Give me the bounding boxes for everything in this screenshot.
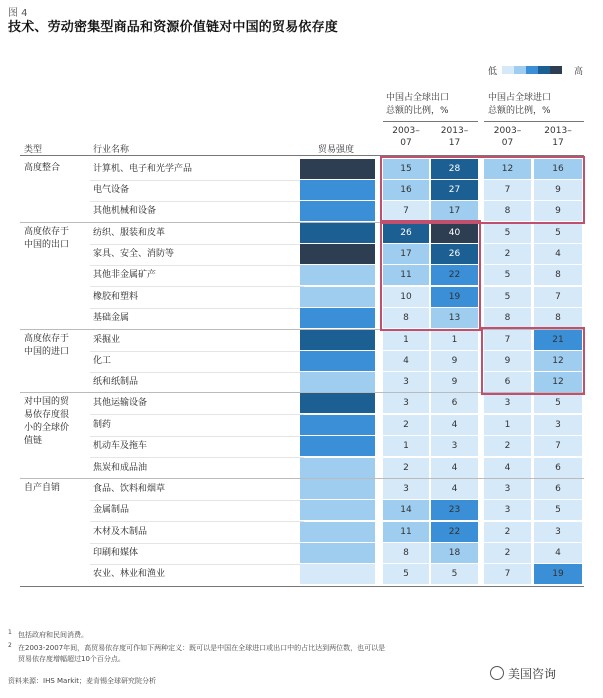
- period-header-line: 2003–: [493, 126, 522, 136]
- heatmap-cell: 23: [431, 500, 478, 520]
- heatmap-cell: 1: [383, 436, 429, 456]
- heatmap-cell: 16: [383, 180, 429, 200]
- heatmap-cell: 22: [431, 265, 478, 285]
- category-label: [24, 482, 90, 495]
- trade-strength-bar: [300, 500, 375, 520]
- legend-swatch: [550, 66, 562, 74]
- industry-column-header: 行业名称: [93, 145, 130, 155]
- trade-strength-bar: [300, 458, 375, 478]
- heatmap-cell: 12: [484, 159, 531, 179]
- highlight-box: [481, 327, 585, 395]
- trade-strength-bar: [300, 372, 375, 392]
- heatmap-cell: 4: [431, 479, 478, 499]
- trade-strength-bar: [300, 265, 375, 285]
- category-label-line: 自产自销: [24, 483, 61, 493]
- heatmap-cell: 6: [534, 479, 582, 499]
- period-header-line: 17: [552, 138, 564, 148]
- category-label-line: 中国的进口: [24, 347, 70, 357]
- heatmap-cell: 1: [383, 330, 429, 350]
- heatmap-cell: 5: [431, 564, 478, 584]
- heatmap-cell: 9: [431, 372, 478, 392]
- highlight-box: [380, 220, 481, 331]
- heatmap-cell: 17: [383, 244, 429, 264]
- period-header: [383, 125, 429, 149]
- industry-label: 金属制品: [93, 505, 130, 515]
- heatmap-cell: 8: [484, 201, 531, 221]
- heatmap-cell: 17: [431, 201, 478, 221]
- heatmap-cell: 2: [383, 458, 429, 478]
- heatmap-cell: 3: [484, 393, 531, 413]
- heatmap-cell: 13: [431, 308, 478, 328]
- trade-strength-bar: [300, 436, 375, 456]
- import-header-rule: [484, 121, 584, 122]
- chat-bubble-icon: [490, 666, 504, 680]
- trade-strength-bar: [300, 201, 375, 221]
- footnote-marker: 2: [8, 642, 12, 649]
- heatmap-cell: 3: [383, 372, 429, 392]
- trade-strength-bar: [300, 415, 375, 435]
- heatmap-cell: 26: [431, 244, 478, 264]
- heatmap-cell: 19: [534, 564, 582, 584]
- heatmap-cell: 5: [534, 500, 582, 520]
- heatmap-cell: 7: [484, 330, 531, 350]
- industry-label: 纸和纸制品: [93, 377, 139, 387]
- watermark: 美国咨询: [508, 667, 557, 681]
- heatmap-cell: 8: [383, 308, 429, 328]
- heatmap-cell: 3: [431, 436, 478, 456]
- trade-strength-bar: [300, 159, 375, 179]
- heatmap-cell: 3: [534, 522, 582, 542]
- row-divider: [90, 351, 304, 352]
- footnote-2-line: 在2003-2007年间，高贸易依存度可作如下两种定义：既可以是中国在全球进口或出口中的占比达到两位数，也可以是: [18, 644, 386, 652]
- legend-swatch: [502, 66, 514, 74]
- heatmap-cell: 21: [534, 330, 582, 350]
- footnote-1: 包括政府和民间消费。: [18, 631, 88, 639]
- industry-label: 其他运输设备: [93, 398, 148, 408]
- trade-strength-bar: [300, 308, 375, 328]
- export-share-header: [386, 92, 449, 118]
- heatmap-cell: 28: [431, 159, 478, 179]
- table-bottom-rule: [20, 586, 584, 587]
- heatmap-cell: 6: [484, 372, 531, 392]
- industry-label: 化工: [93, 356, 112, 366]
- row-divider: [90, 414, 304, 415]
- legend-swatch: [514, 66, 526, 74]
- heatmap-cell: 5: [534, 393, 582, 413]
- heatmap-cell: 3: [534, 415, 582, 435]
- trade-strength-bar: [300, 393, 375, 413]
- legend-high-label: 高: [574, 67, 584, 77]
- heatmap-cell: 18: [431, 543, 478, 563]
- footnote-2-line: 贸易依存度增幅超过10个百分点。: [18, 655, 125, 663]
- trade-strength-bar: [300, 287, 375, 307]
- heatmap-cell: 2: [484, 436, 531, 456]
- trade-strength-bar: [300, 244, 375, 264]
- heatmap-cell: 27: [431, 180, 478, 200]
- export-share-header-line: 中国占全球出口: [386, 93, 450, 103]
- heatmap-cell: 8: [534, 265, 582, 285]
- heatmap-cell: 5: [484, 265, 531, 285]
- industry-label: 橡胶和塑料: [93, 292, 139, 302]
- heatmap-cell: 5: [534, 223, 582, 243]
- export-header-rule: [383, 121, 478, 122]
- heatmap-cell: 1: [431, 330, 478, 350]
- heatmap-cell: 7: [534, 287, 582, 307]
- trade-strength-bar: [300, 351, 375, 371]
- highlight-box: [380, 156, 585, 224]
- category-label-line: 高度依存于: [24, 227, 70, 237]
- heatmap-cell: 10: [383, 287, 429, 307]
- industry-label: 食品、饮料和烟草: [93, 484, 166, 494]
- industry-label: 电气设备: [93, 185, 130, 195]
- import-share-header-line: 中国占全球进口: [488, 93, 552, 103]
- legend-swatch: [526, 66, 538, 74]
- category-label-line: 中国的出口: [24, 240, 70, 250]
- import-share-header: [488, 92, 551, 118]
- trade-strength-bar: [300, 543, 375, 563]
- strength-column-header: 贸易强度: [318, 145, 355, 155]
- heatmap-cell: 6: [534, 458, 582, 478]
- heatmap-cell: 12: [534, 351, 582, 371]
- heatmap-cell: 8: [383, 543, 429, 563]
- industry-label: 基础金属: [93, 313, 130, 323]
- heatmap-cell: 4: [431, 415, 478, 435]
- period-header-line: 2013–: [440, 126, 469, 136]
- trade-strength-bar: [300, 522, 375, 542]
- heatmap-cell: 19: [431, 287, 478, 307]
- figure-label: 图 4: [8, 8, 28, 19]
- heatmap-cell: 6: [431, 393, 478, 413]
- heatmap-cell: 9: [534, 201, 582, 221]
- heatmap-cell: 4: [383, 351, 429, 371]
- period-header-line: 2013–: [544, 126, 572, 136]
- group-divider: [20, 478, 584, 479]
- trade-strength-bar: [300, 180, 375, 200]
- footnote-marker: 1: [8, 629, 12, 636]
- industry-label: 农业、林业和渔业: [93, 569, 166, 579]
- industry-label: 家具、安全、消防等: [93, 249, 175, 259]
- import-share-header-line: 总额的比例，%: [488, 106, 551, 116]
- period-header-line: 07: [501, 138, 514, 148]
- heatmap-cell: 3: [383, 479, 429, 499]
- category-label-line: 对中国的贸: [24, 397, 70, 407]
- industry-label: 木材及木制品: [93, 527, 148, 537]
- export-share-header-line: 总额的比例，%: [386, 106, 449, 116]
- trade-strength-bar: [300, 223, 375, 243]
- heatmap-cell: 3: [484, 479, 531, 499]
- heatmap-cell: 11: [383, 522, 429, 542]
- heatmap-cell: 5: [484, 223, 531, 243]
- heatmap-cell: 2: [383, 415, 429, 435]
- heatmap-cell: 1: [484, 415, 531, 435]
- heatmap-cell: 9: [534, 180, 582, 200]
- heatmap-cell: 4: [534, 244, 582, 264]
- heatmap-cell: 11: [383, 265, 429, 285]
- industry-label: 其他机械和设备: [93, 206, 157, 216]
- heatmap-cell: 16: [534, 159, 582, 179]
- heatmap-cell: 4: [431, 458, 478, 478]
- heatmap-cell: 9: [484, 351, 531, 371]
- legend-low-label: 低: [488, 67, 498, 77]
- chart-title: 技术、劳动密集型商品和资源价值链对中国的贸易依存度: [8, 20, 339, 35]
- category-label: [24, 396, 90, 448]
- industry-label: 印刷和媒体: [93, 548, 139, 558]
- heatmap-cell: 5: [383, 564, 429, 584]
- category-label: [24, 162, 90, 175]
- industry-label: 机动车及拖车: [93, 441, 148, 451]
- category-label: [24, 333, 90, 359]
- heatmap-cell: 8: [484, 308, 531, 328]
- heatmap-cell: 40: [431, 223, 478, 243]
- heatmap-cell: 12: [534, 372, 582, 392]
- industry-label: 其他非金属矿产: [93, 270, 157, 280]
- heatmap-cell: 22: [431, 522, 478, 542]
- heatmap-cell: 5: [484, 287, 531, 307]
- footnote-2: [18, 643, 385, 665]
- heatmap-cell: 7: [534, 436, 582, 456]
- heatmap-cell: 4: [484, 458, 531, 478]
- trade-strength-bar: [300, 564, 375, 584]
- period-header: [534, 125, 582, 149]
- source-note: 资料来源：IHS Markit；麦肯锡全球研究院分析: [8, 677, 156, 685]
- heatmap-cell: 26: [383, 223, 429, 243]
- heatmap-cell: 7: [383, 201, 429, 221]
- heatmap-cell: 2: [484, 244, 531, 264]
- category-label-line: 值链: [24, 436, 43, 446]
- period-header: [431, 125, 478, 149]
- legend-swatch: [538, 66, 550, 74]
- industry-label: 计算机、电子和光学产品: [93, 164, 193, 174]
- category-label-line: 高度整合: [24, 163, 61, 173]
- period-header-line: 17: [448, 138, 461, 148]
- period-header: [484, 125, 531, 149]
- heatmap-cell: 4: [534, 543, 582, 563]
- industry-label: 焦炭和成品油: [93, 463, 148, 473]
- industry-label: 纺织、服装和皮革: [93, 228, 166, 238]
- category-label-line: 高度依存于: [24, 334, 70, 344]
- industry-label: 采掘业: [93, 335, 121, 345]
- industry-label: 制药: [93, 420, 112, 430]
- type-column-header: 类型: [24, 145, 43, 155]
- category-label-line: 易依存度很: [24, 410, 70, 420]
- heatmap-cell: 9: [431, 351, 478, 371]
- heatmap-cell: 2: [484, 522, 531, 542]
- heatmap-cell: 7: [484, 564, 531, 584]
- heatmap-cell: 3: [383, 393, 429, 413]
- period-header-line: 07: [400, 138, 412, 148]
- trade-strength-bar: [300, 479, 375, 499]
- heatmap-cell: 8: [534, 308, 582, 328]
- heatmap-cell: 3: [484, 500, 531, 520]
- trade-strength-bar: [300, 330, 375, 350]
- period-header-line: 2003–: [392, 126, 420, 136]
- category-label: [24, 226, 90, 252]
- category-label-line: 小的全球价: [24, 423, 70, 433]
- heatmap-cell: 7: [484, 180, 531, 200]
- heatmap-cell: 2: [484, 543, 531, 563]
- heatmap-cell: 15: [383, 159, 429, 179]
- heatmap-cell: 14: [383, 500, 429, 520]
